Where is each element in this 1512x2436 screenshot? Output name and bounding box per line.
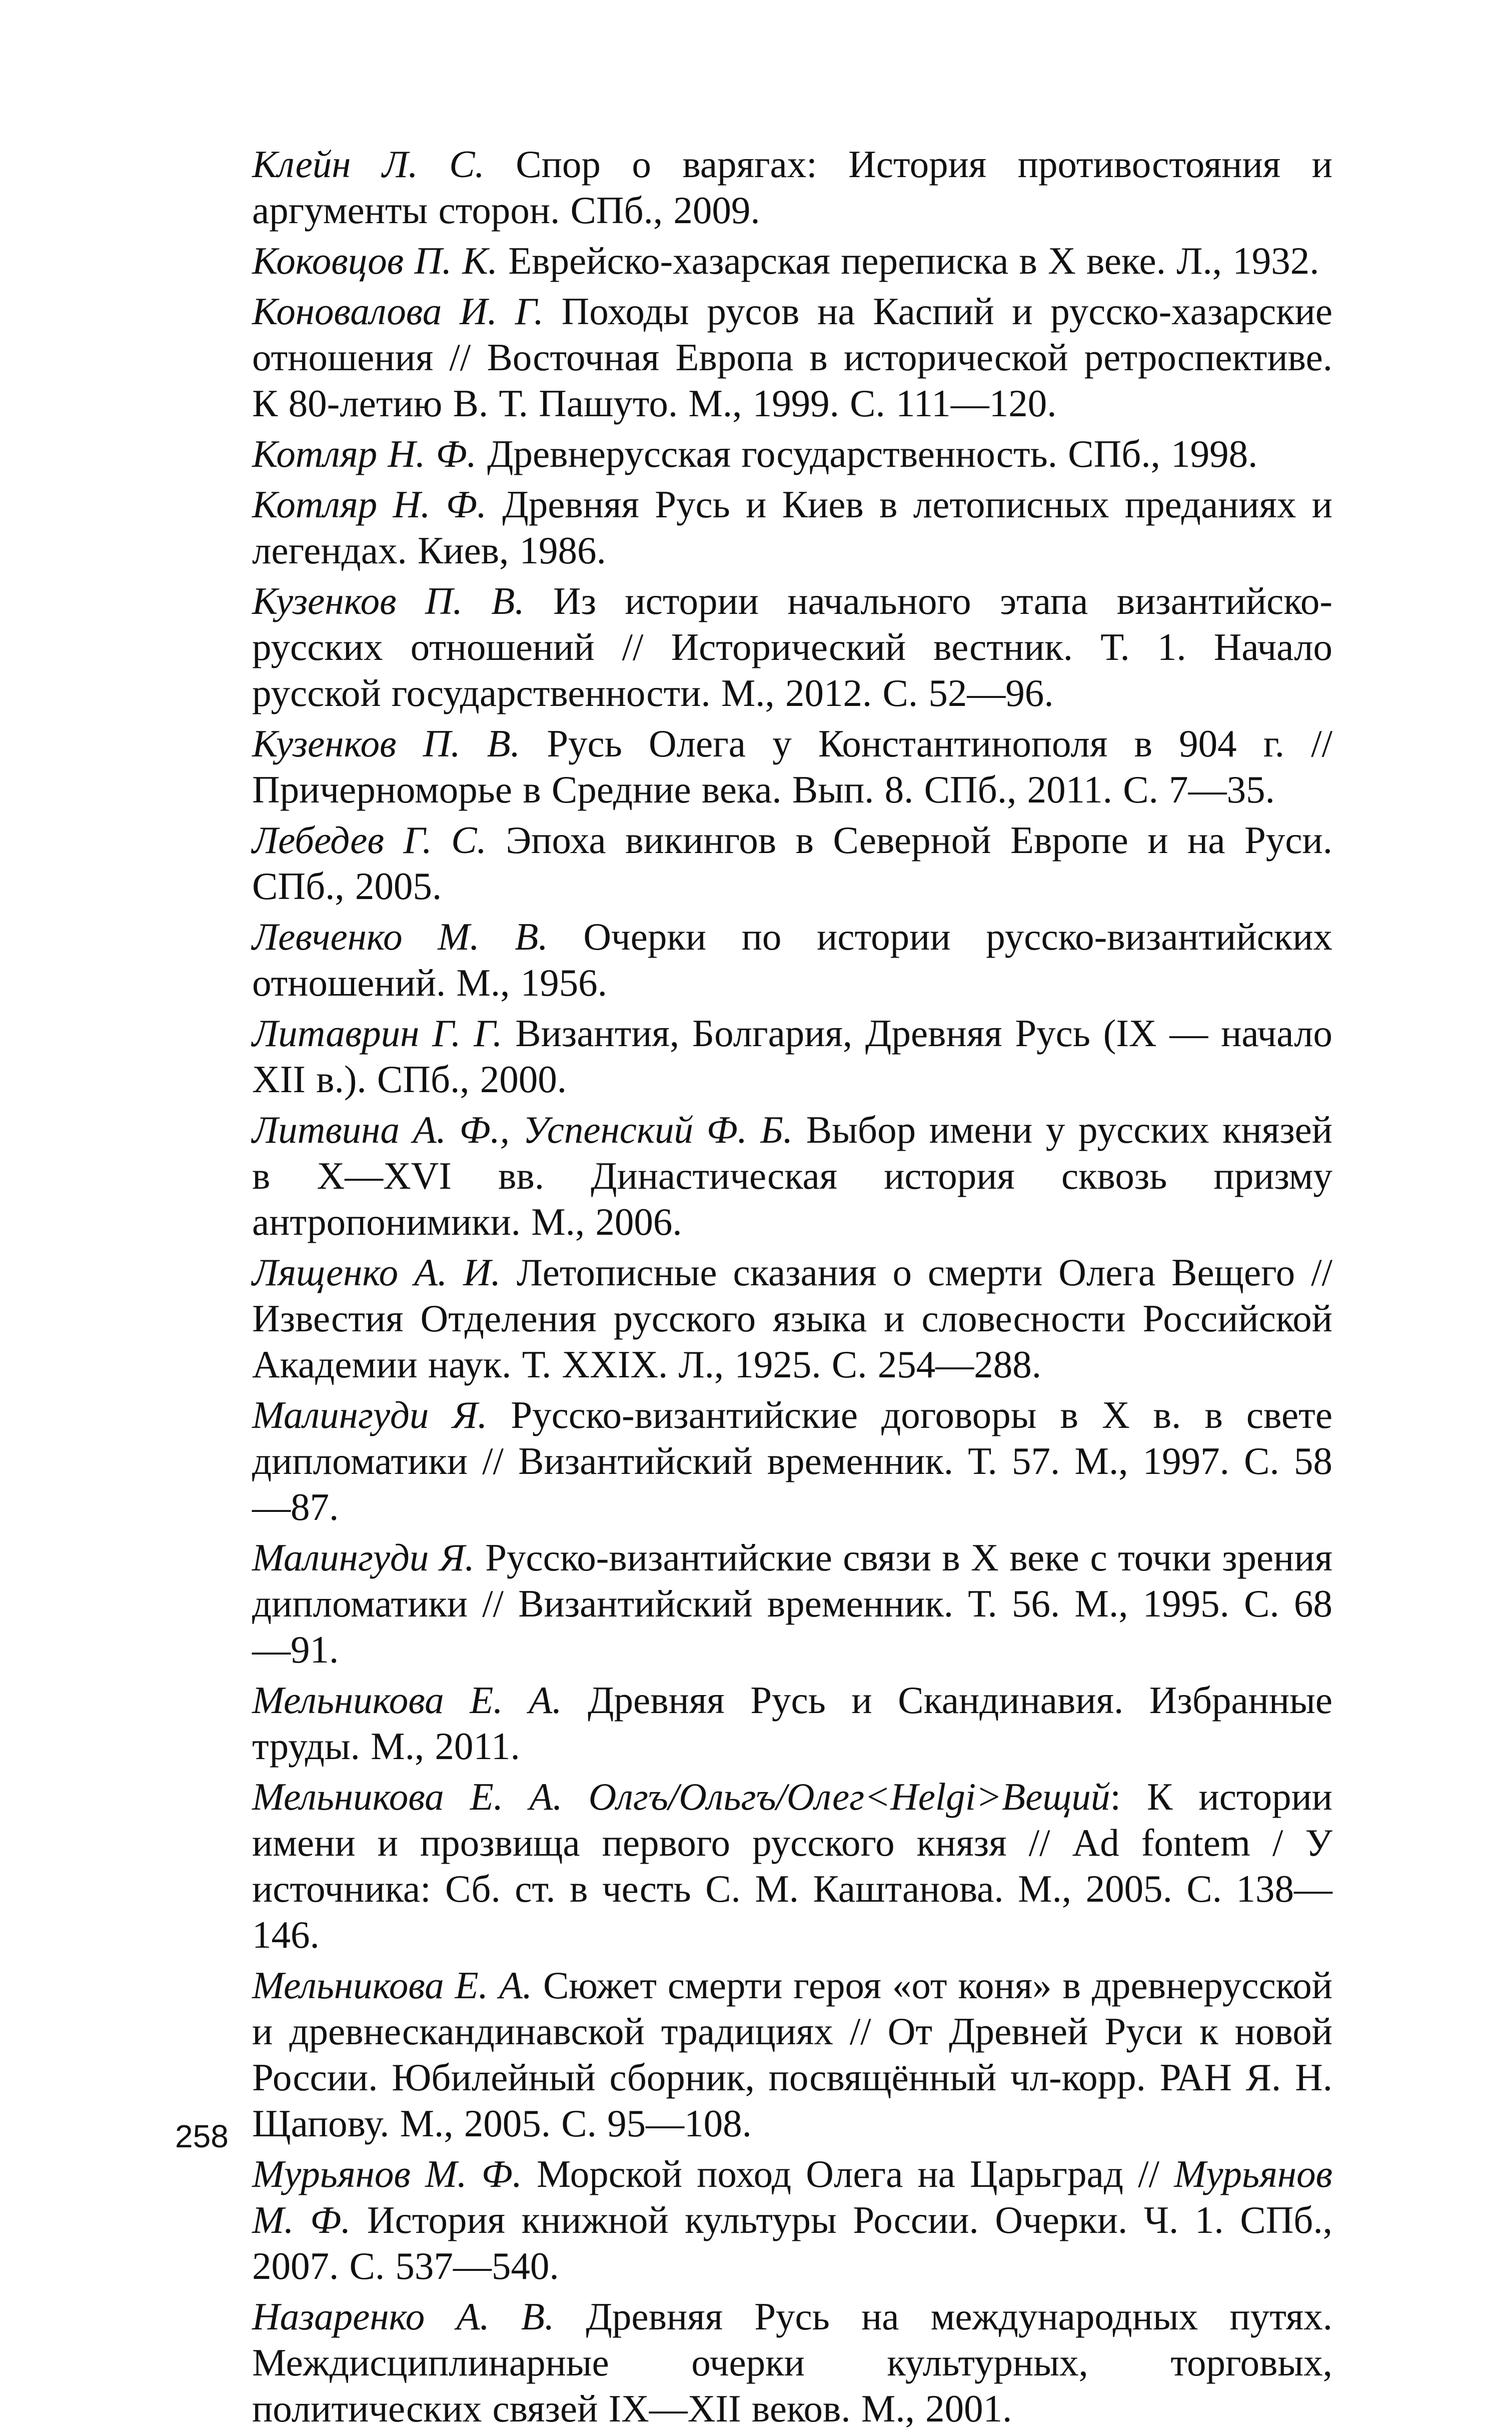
entry-text: Древняя Русь и Скандинавия. Избранные труды. М., 2011. (252, 1679, 1332, 1768)
entry-author: Лебедев Г. С. (252, 819, 487, 862)
entry-text: Очерки по истории русско-византийских отношений. М., 1956. (252, 915, 1332, 1004)
bibliography-entry (252, 1534, 1332, 1673)
entry-author: Мельникова Е. А. (252, 1775, 563, 1818)
entry-text-secondary: История книжной культуры России. Очерки. Ч. 1. СПб., 2007. С. 537—540. (252, 2198, 1332, 2287)
bibliography-entry (252, 1774, 1332, 1958)
entry-text: Эпоха викингов в Северной Европе и на Руси. СПб., 2005. (252, 819, 1333, 908)
entry-text: Древнерусская государственность. СПб., 1998. (476, 432, 1258, 475)
bibliography-entry (252, 431, 1332, 477)
bibliography-entry (252, 817, 1332, 909)
entry-italic-title: Олгъ/Ольгъ/Олег<Helgi>Вещий (562, 1775, 1110, 1818)
bibliography-entry (252, 578, 1332, 716)
entry-author: Коновалова И. Г. (252, 290, 544, 333)
entry-author: Литвина А. Ф., Успенский Ф. Б. (252, 1108, 793, 1151)
entry-author: Малингуди Я. (252, 1536, 475, 1579)
bibliography-entry (252, 1010, 1332, 1102)
bibliography-entry (252, 2293, 1332, 2431)
entry-text: Выбор имени у русских князей в X—XVI вв. Династическая история сквозь призму антропонимики. М., 2006. (252, 1108, 1332, 1243)
entry-author: Левченко М. В. (252, 915, 548, 958)
page-number: 258 (175, 2118, 229, 2154)
entry-author: Лященко А. И. (252, 1251, 501, 1294)
bibliography-page (252, 141, 1332, 2436)
bibliography-entry (252, 1962, 1332, 2146)
bibliography-entry (252, 1249, 1332, 1387)
bibliography-entry (252, 2151, 1332, 2289)
entry-text: Византия, Болгария, Древняя Русь (IX — начало XII в.). СПб., 2000. (252, 1012, 1332, 1101)
entry-author-secondary: Мурьянов М. Ф. (252, 2152, 1332, 2241)
bibliography-entry (252, 720, 1332, 813)
entry-text: Древняя Русь на международных путях. Междисциплинарные очерки культурных, торговых, политических связей IX—XII веков. М., 2001. (252, 2295, 1332, 2430)
bibliography-list (252, 141, 1332, 2431)
entry-text: Сюжет смерти героя «от коня» в древнерусской и древнескандинавской традициях // От Древней Руси к новой России. Юбилейный сборник, посвящённый чл-корр. РАН Я. Н. Щапову. М., 2005. С. 95—108. (252, 1964, 1332, 2145)
bibliography-entry (252, 914, 1332, 1006)
entry-text: Русско-византийские связи в X веке с точки зрения дипломатики // Византийский временник. Т. 56. М., 1995. С. 68—91. (252, 1536, 1333, 1671)
bibliography-entry (252, 1392, 1332, 1530)
bibliography-entry (252, 1107, 1332, 1245)
entry-text: Морской поход Олега на Царьград // (522, 2152, 1174, 2195)
bibliography-entry (252, 1677, 1332, 1769)
entry-author: Котляр Н. Ф. (252, 432, 477, 475)
entry-text: Походы русов на Каспий и русско-хазарские отношения // Восточная Европа в исторической ретроспективе. К 80-летию В. Т. Пашуто. М., 1999. С. 111—120. (252, 290, 1333, 425)
bibliography-entry (252, 141, 1332, 233)
entry-text: Спор о варягах: История противостояния и аргументы сторон. СПб., 2009. (252, 143, 1332, 232)
bibliography-entry (252, 238, 1332, 284)
entry-text: Летописные сказания о смерти Олега Вещего // Известия Отделения русского языка и словесности Российской Академии наук. Т. XXIX. Л., 1925. С. 254—288. (252, 1251, 1333, 1386)
entry-author: Коковцов П. К. (252, 239, 498, 282)
entry-text: Еврейско-хазарская переписка в X веке. Л., 1932. (497, 239, 1319, 282)
entry-author: Мурьянов М. Ф. (252, 2152, 522, 2195)
entry-text: Русь Олега у Константинополя в 904 г. // Причерноморье в Средние века. Вып. 8. СПб., 2011. С. 7—35. (252, 722, 1332, 811)
entry-author: Мельникова Е. А. (252, 1964, 533, 2007)
entry-author: Котляр Н. Ф. (252, 483, 487, 526)
entry-author: Кузенков П. В. (252, 579, 525, 622)
entry-author: Клейн Л. С. (252, 143, 485, 186)
entry-author: Малингуди Я. (252, 1393, 488, 1436)
entry-text: Русско-византийские договоры в X в. в свете дипломатики // Византийский временник. Т. 57. М., 1997. С. 58—87. (252, 1393, 1332, 1528)
bibliography-entry (252, 481, 1332, 573)
entry-author: Мельникова Е. А. (252, 1679, 562, 1722)
entry-author: Литаврин Г. Г. (252, 1012, 503, 1055)
entry-text: : К истории имени и прозвища первого русского князя // Ad fontem / У источника: Сб. ст. в честь С. М. Каштанова. М., 2005. С. 138—146. (252, 1775, 1332, 1956)
entry-author: Назаренко А. В. (252, 2295, 555, 2338)
entry-text: Из истории начального этапа византийско-русских отношений // Исторический вестник. Т. 1. Начало русской государственности. М., 2012. С. 52—96. (252, 579, 1332, 714)
entry-author: Кузенков П. В. (252, 722, 520, 765)
entry-text: Древняя Русь и Киев в летописных преданиях и легендах. Киев, 1986. (252, 483, 1332, 572)
bibliography-entry (252, 288, 1332, 426)
